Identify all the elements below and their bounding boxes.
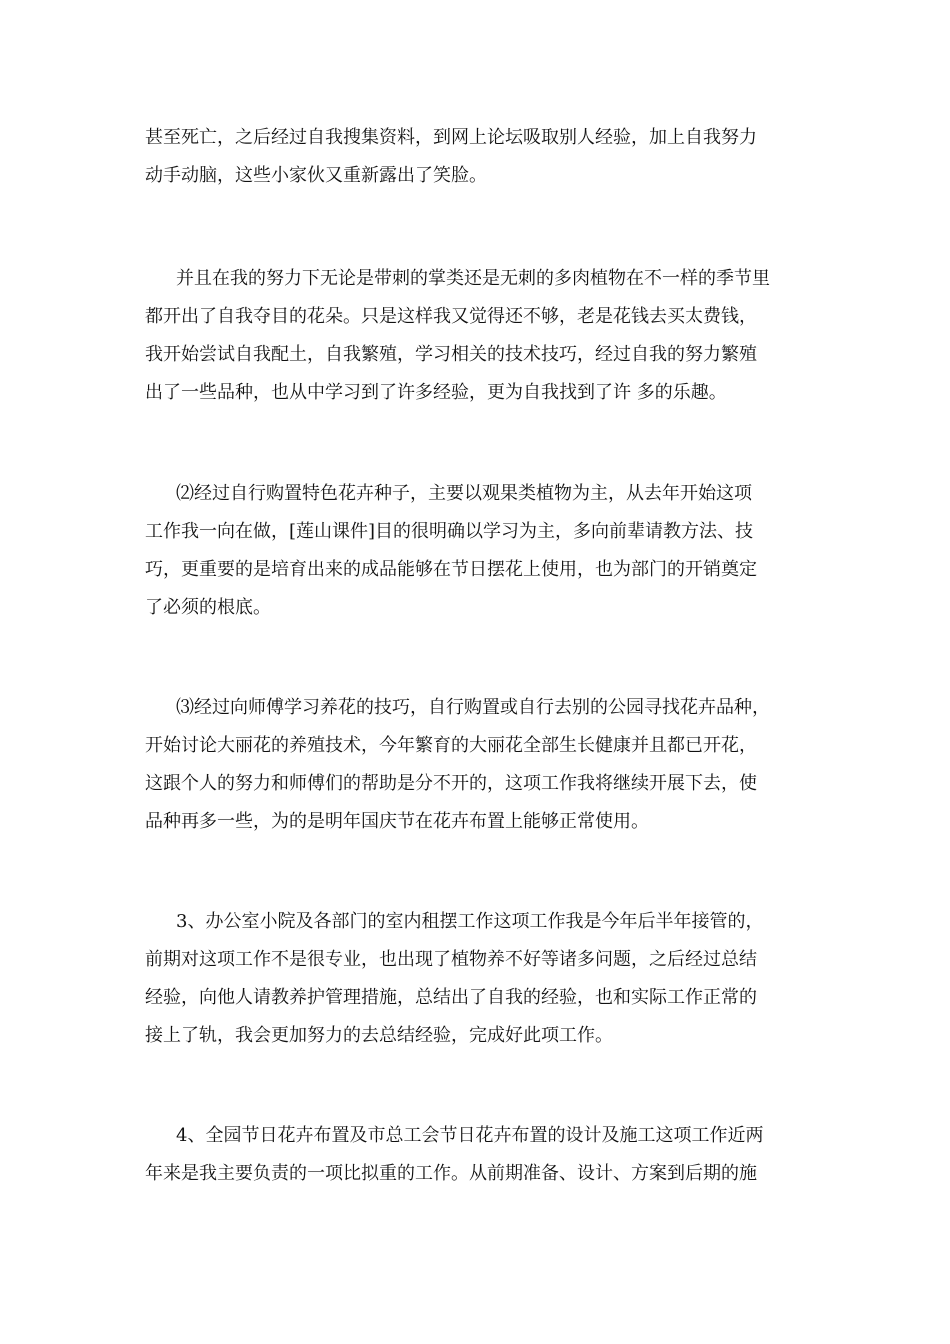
text-line: 并且在我的努力下无论是带刺的掌类还是无刺的多肉植物在不一样的季节里 [176, 268, 770, 289]
paragraph-2 [145, 260, 815, 412]
text-line: ⑵经过自行购置特色花卉种子，主要以观果类植物为主，从去年开始这项 [176, 483, 752, 504]
text-line: 工作我一向在做，[莲山课件]目的很明确以学习为主，多向前辈请教方法、技 [145, 521, 754, 542]
text-line: 年来是我主要负责的一项比拟重的工作。从前期准备、设计、方案到后期的施 [145, 1163, 757, 1184]
text-line: 经验，向他人请教养护管理措施，总结出了自我的经验，也和实际工作正常的 [145, 987, 757, 1008]
text-line: 4、全园节日花卉布置及市总工会节日花卉布置的设计及施工这项工作近两 [176, 1125, 764, 1146]
text-line: 动手动脑，这些小家伙又重新露出了笑脸。 [145, 165, 487, 186]
paragraph-5 [145, 903, 815, 1055]
paragraph-1 [145, 119, 815, 195]
text-line: 出了一些品种，也从中学习到了许多经验，更为自我找到了许 多的乐趣。 [145, 382, 727, 403]
text-line: 品种再多一些，为的是明年国庆节在花卉布置上能够正常使用。 [145, 811, 649, 832]
text-line: 了必须的根底。 [145, 597, 271, 618]
paragraph-6 [145, 1117, 815, 1193]
text-line: 3、办公室小院及各部门的室内租摆工作这项工作我是今年后半年接管的， [176, 911, 764, 932]
text-line: 前期对这项工作不是很专业，也出现了植物养不好等诸多问题，之后经过总结 [145, 949, 757, 970]
paragraph-4 [145, 689, 815, 841]
text-line: 这跟个人的努力和师傅们的帮助是分不开的，这项工作我将继续开展下去，使 [145, 773, 757, 794]
text-line: ⑶经过向师傅学习养花的技巧，自行购置或自行去别的公园寻找花卉品种， [176, 697, 770, 718]
text-line: 我开始尝试自我配土，自我繁殖，学习相关的技术技巧，经过自我的努力繁殖 [145, 344, 757, 365]
text-line: 巧，更重要的是培育出来的成品能够在节日摆花上使用，也为部门的开销奠定 [145, 559, 757, 580]
text-line: 都开出了自我夺目的花朵。只是这样我又觉得还不够，老是花钱去买太费钱， [145, 306, 757, 327]
text-line: 甚至死亡，之后经过自我搜集资料，到网上论坛吸取别人经验，加上自我努力 [145, 127, 757, 148]
text-line: 接上了轨，我会更加努力的去总结经验，完成好此项工作。 [145, 1025, 613, 1046]
paragraph-3 [145, 475, 815, 627]
text-line: 开始讨论大丽花的养殖技术，今年繁育的大丽花全部生长健康并且都已开花， [145, 735, 757, 756]
